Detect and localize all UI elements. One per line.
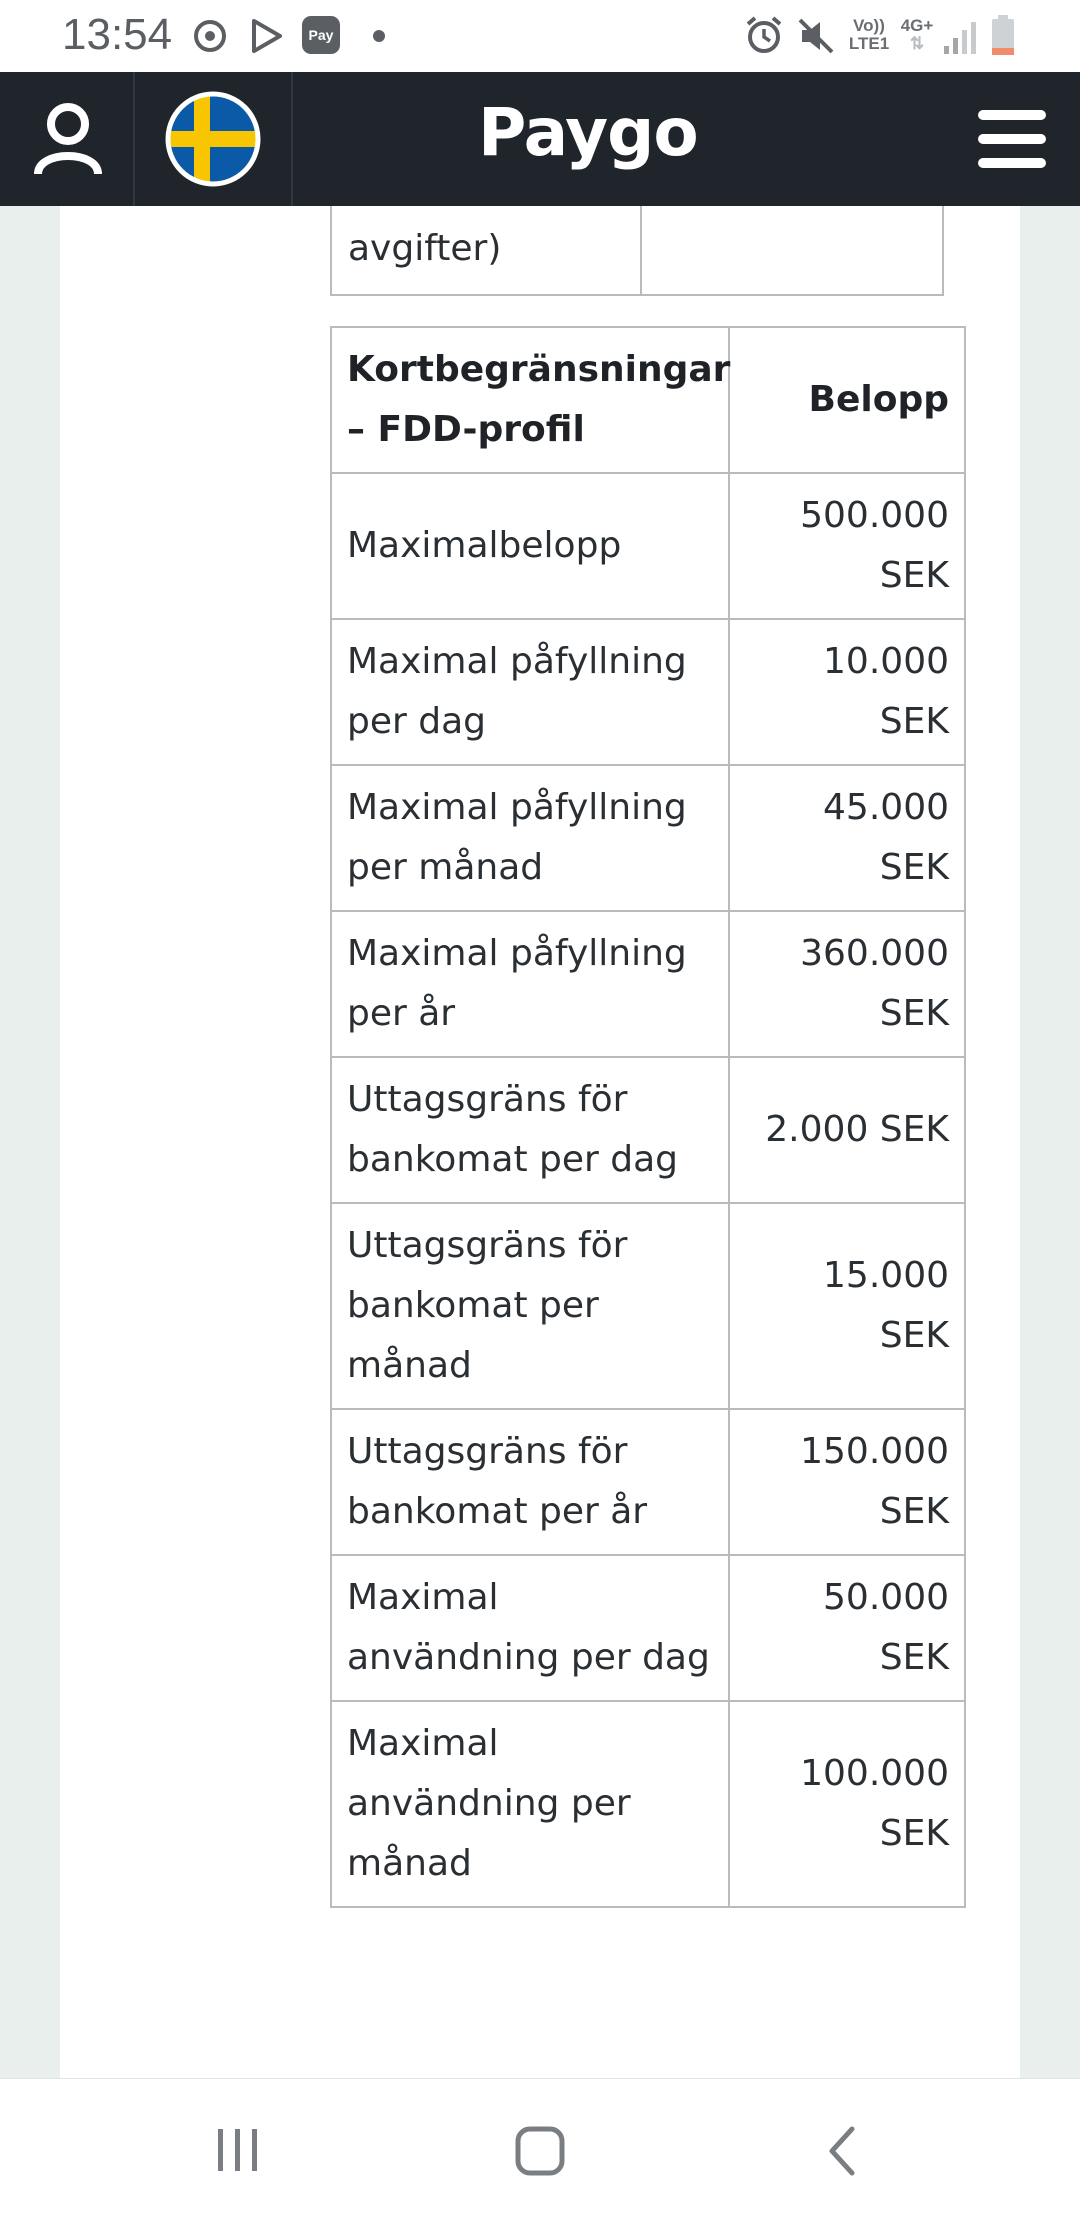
4g-icon: 4G+ ⇅ (898, 17, 936, 53)
volte-label-top: Vo)) (853, 16, 885, 35)
volte-label-bottom: LTE1 (848, 34, 890, 53)
back-icon[interactable] (824, 2125, 860, 2177)
table-row (331, 619, 965, 765)
table-row (331, 1203, 965, 1409)
limit-amount: 100.000 SEK (729, 1701, 965, 1907)
table-row (331, 1701, 965, 1907)
table-row (331, 1409, 965, 1555)
network-label: 4G+ (900, 16, 934, 35)
header-limit-name: Kortbegränsningar – FDD-profil (331, 327, 729, 473)
table-row (331, 765, 965, 911)
battery-icon (990, 14, 1016, 56)
table-divider (640, 206, 642, 294)
dot-icon (373, 30, 385, 42)
table-row (331, 1057, 965, 1203)
table-row (331, 473, 965, 619)
status-time: 13:54 (62, 10, 173, 59)
limit-label: Maximal användning per månad (331, 1701, 729, 1907)
system-nav-bar (0, 2078, 1080, 2221)
limit-amount: 10.000 SEK (729, 619, 965, 765)
table-header-row (331, 327, 965, 473)
home-icon[interactable] (514, 2125, 566, 2177)
app-header (0, 72, 1080, 206)
play-store-icon (250, 18, 284, 54)
sync-icon (192, 18, 228, 54)
limit-amount: 50.000 SEK (729, 1555, 965, 1701)
signal-icon (942, 18, 978, 56)
user-icon[interactable] (30, 100, 106, 176)
alarm-icon (744, 14, 784, 56)
paygo-logo[interactable]: Paygo (478, 94, 698, 171)
table-row (331, 911, 965, 1057)
limit-label: Maximal påfyllning per år (331, 911, 729, 1057)
previous-table-text: avgifter) (348, 228, 502, 269)
limit-label: Maximal användning per dag (331, 1555, 729, 1701)
limit-amount: 150.000 SEK (729, 1409, 965, 1555)
content-card (60, 206, 1020, 2078)
sweden-flag-icon[interactable] (164, 90, 262, 188)
card-limits-table (330, 326, 966, 1908)
header-divider (291, 72, 293, 206)
limit-label: Uttagsgräns för bankomat per månad (331, 1203, 729, 1409)
limit-amount: 15.000 SEK (729, 1203, 965, 1409)
limit-amount: 45.000 SEK (729, 765, 965, 911)
mute-icon (796, 16, 836, 56)
limit-label: Maximal påfyllning per månad (331, 765, 729, 911)
limit-label: Maximal påfyllning per dag (331, 619, 729, 765)
pay-icon: Pay (302, 16, 340, 54)
menu-icon[interactable] (976, 108, 1048, 170)
limit-amount: 2.000 SEK (729, 1057, 965, 1203)
previous-table-fragment (330, 206, 944, 296)
status-bar (0, 0, 1080, 72)
limit-label: Uttagsgräns för bankomat per år (331, 1409, 729, 1555)
table-row (331, 1555, 965, 1701)
header-divider (133, 72, 135, 206)
limit-amount: 500.000 SEK (729, 473, 965, 619)
header-amount: Belopp (729, 327, 965, 473)
limit-amount: 360.000 SEK (729, 911, 965, 1057)
volte-icon (846, 17, 892, 53)
limit-label: Maximalbelopp (331, 473, 729, 619)
limit-label: Uttagsgräns för bankomat per dag (331, 1057, 729, 1203)
recent-apps-icon[interactable] (214, 2125, 262, 2175)
